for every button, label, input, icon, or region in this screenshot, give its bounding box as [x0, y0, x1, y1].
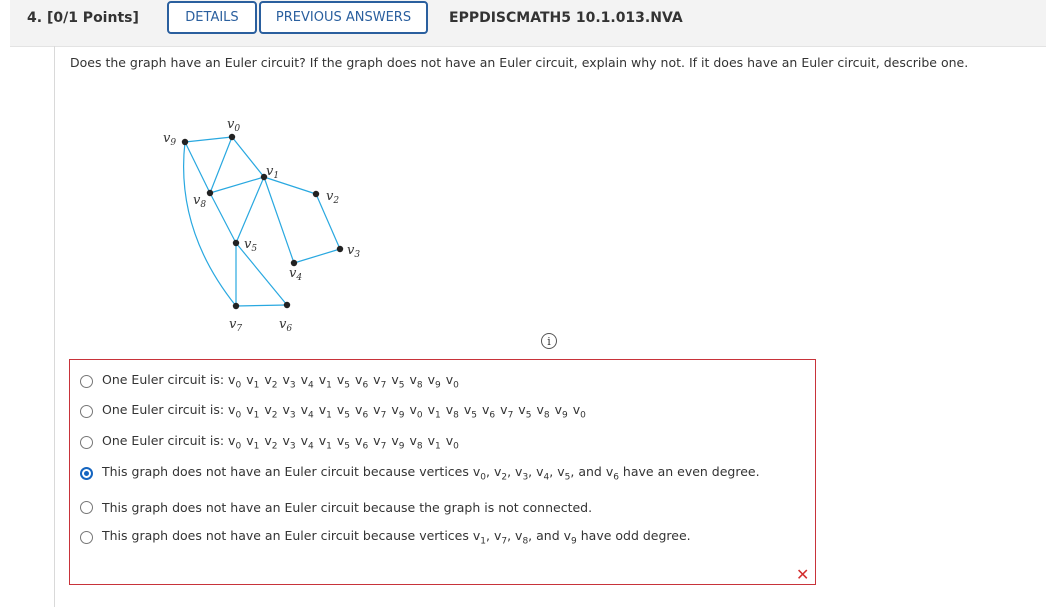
vertex-label-v3: $v_3$	[347, 243, 361, 260]
details-button[interactable]: DETAILS	[167, 1, 257, 34]
vertex-label-v8: $v_8$	[193, 193, 207, 210]
edge-v1-v4	[264, 177, 294, 263]
incorrect-x-icon: ✕	[796, 565, 810, 584]
vertex-v3	[337, 246, 343, 252]
answer-option-2[interactable]	[80, 402, 591, 421]
question-number: 4. [0/1 Points]	[27, 10, 139, 26]
answer-label: One Euler circuit is: $v_0$ $v_1$ $v_2$ $v_3$ $v_4$ $v_1$ $v_5$ $v_6$ $v_7$ $v_5$ $v_8$ $v_9$ $v_0$	[102, 372, 459, 391]
edge-v1-v5	[236, 177, 264, 243]
vertex-label-v1: $v_1$	[266, 164, 280, 181]
answer-option-5[interactable]	[80, 500, 592, 515]
answer-option-6[interactable]	[80, 528, 691, 547]
edge-v7-v6	[236, 305, 287, 306]
edge-v9-v7	[184, 142, 236, 306]
answer-radio-6[interactable]	[80, 531, 93, 544]
vertex-v5	[233, 240, 239, 246]
edge-v3-v4	[294, 249, 340, 263]
vertex-label-v0: $v_0$	[227, 117, 241, 134]
answer-label: One Euler circuit is: $v_0$ $v_1$ $v_2$ $v_3$ $v_4$ $v_1$ $v_5$ $v_6$ $v_7$ $v_9$ $v_8$ $v_1$ $v_0$	[102, 433, 459, 452]
edge-v0-v8	[210, 137, 232, 193]
edge-v6-v5	[236, 243, 287, 305]
edge-v8-v1	[210, 177, 264, 193]
answer-radio-4[interactable]	[80, 467, 93, 480]
graph-vertices	[182, 134, 343, 309]
vertex-label-v6: $v_6$	[279, 317, 293, 334]
previous-answers-button[interactable]: PREVIOUS ANSWERS	[259, 1, 428, 34]
vertex-label-v5: $v_5$	[244, 237, 258, 254]
vertex-label-v9: $v_9$	[163, 131, 177, 148]
answer-radio-1[interactable]	[80, 375, 93, 388]
vertex-v9	[182, 139, 188, 145]
vertex-label-v2: $v_2$	[326, 189, 340, 206]
answer-option-1[interactable]	[80, 372, 464, 391]
vertex-v8	[207, 190, 213, 196]
question-text: Does the graph have an Euler circuit? If the graph does not have an Euler circuit, explain why not. If it does have an Euler circuit, describe one.	[70, 55, 969, 70]
answer-options	[69, 359, 816, 585]
answer-radio-3[interactable]	[80, 436, 93, 449]
answer-option-4[interactable]	[80, 464, 760, 483]
info-icon[interactable]: i	[541, 333, 557, 349]
answer-label: One Euler circuit is: $v_0$ $v_1$ $v_2$ $v_3$ $v_4$ $v_1$ $v_5$ $v_6$ $v_7$ $v_9$ $v_0$ $v_1$ $v_8$ $v_5$ $v_6$ $v_7$ $v_5$ $v_8$ $v_9$ $v_0$	[102, 402, 586, 421]
answer-label: This graph does not have an Euler circuit because vertices $v_1$, $v_7$, $v_8$, and $v_9$ have odd degree.	[102, 528, 691, 547]
vertex-v0	[229, 134, 235, 140]
problem-code: EPPDISCMATH5 10.1.013.NVA	[449, 10, 683, 26]
points-label: [0/1 Points]	[46, 10, 139, 26]
answer-radio-2[interactable]	[80, 405, 93, 418]
vertex-label-v7: $v_7$	[229, 317, 243, 334]
vertex-label-v4: $v_4$	[289, 266, 303, 283]
answer-option-3[interactable]	[80, 433, 464, 452]
edge-v9-v8	[185, 142, 210, 193]
edge-v9-v0	[185, 137, 232, 142]
vertex-v2	[313, 191, 319, 197]
edge-v8-v5	[210, 193, 236, 243]
answer-radio-5[interactable]	[80, 501, 93, 514]
answer-label: This graph does not have an Euler circuit because the graph is not connected.	[102, 500, 593, 515]
edge-v0-v1	[232, 137, 264, 177]
vertex-v7	[233, 303, 239, 309]
graph-edges	[184, 137, 340, 306]
edge-v1-v2	[264, 177, 316, 194]
answer-label: This graph does not have an Euler circuit because vertices $v_0$, $v_2$, $v_3$, $v_4$, $v_5$, and $v_6$ have an even degree.	[102, 464, 760, 483]
vertex-v6	[284, 302, 290, 308]
